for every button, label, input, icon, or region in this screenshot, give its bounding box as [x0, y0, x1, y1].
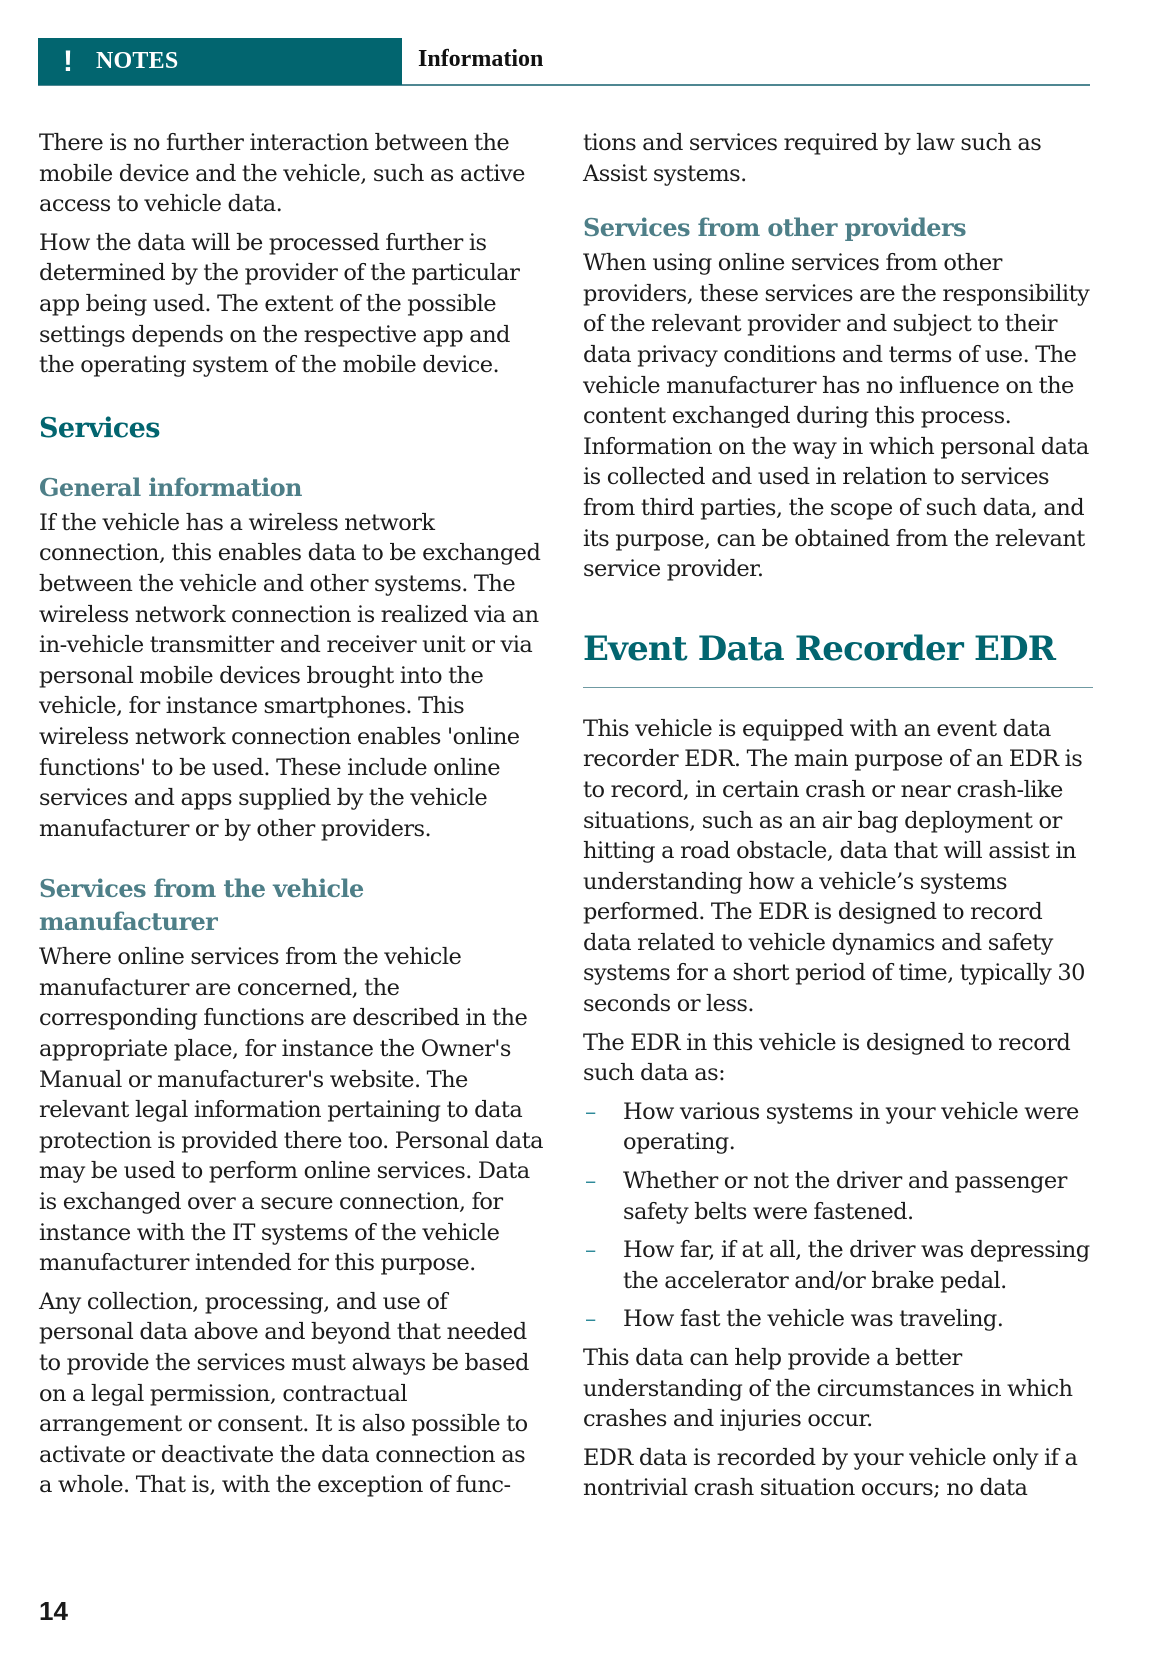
dash-bullet-icon: – [585, 1168, 596, 1195]
paragraph: How the data will be processed further is determined by the provider of the particular app being used. The extent of the possible settings depends on the respective app and the operating system of the mobile device. [39, 229, 520, 379]
general-information-heading: General information [39, 472, 302, 502]
paragraph: The EDR in this vehicle is designed to record such data as: [583, 1029, 1071, 1087]
edr-data-list [583, 1097, 1093, 1335]
right-column [583, 128, 1093, 1512]
paragraph: This data can help provide a better understanding of the circumstances in which crashes and injuries occur. [583, 1345, 1073, 1433]
dash-bullet-icon: – [585, 1306, 596, 1333]
notes-tab [38, 38, 402, 85]
left-column [39, 128, 544, 1509]
edr-heading: Event Data Recorder EDR [583, 627, 1093, 688]
section-label: Information [418, 46, 544, 72]
paragraph: Any collection, processing, and use of personal data above and beyond that needed to provide the services must always be based on a legal permission, contractual arrangement or consent. It is also possible to activate or deactivate the data connection as a whole. That is, with the exception of func- [39, 1288, 529, 1499]
paragraph: This vehicle is equipped with an event data recorder EDR. The main purpose of an EDR is to record, in certain crash or near crash-like situations, such as an air bag deployment or hitting a road obstacle, data that will assist in understanding how a vehicle’s systems performed. The EDR is designed to record data related to vehicle dynamics and safety systems for a short period of time, typically 30 seconds or less. [583, 715, 1085, 1018]
paragraph: Where online services from the vehicle manufacturer are concerned, the corresponding functions are described in the appropriate place, for instance the Owner's Manual or manufacturer's website. The relevant legal information pertaining to data protection is provided there too. Personal data may be used to perform online services. Data is exchanged over a secure connection, for instance with the IT systems of the vehicle manufacturer intended for this purpose. [39, 944, 543, 1277]
paragraph: If the vehicle has a wireless network connection, this enables data to be exchanged between the vehicle and other systems. The wireless network connection is realized via an in-vehicle transmitter and receiver unit or via personal mobile devices brought into the vehicle, for instance smartphones. This wireless network connection enables 'online functions' to be used. These include online services and apps supplied by the vehicle manufacturer or by other providers. [39, 509, 541, 842]
exclamation-icon: ! [63, 44, 73, 78]
paragraph: tions and services required by law such as Assist systems. [583, 130, 1042, 187]
dash-bullet-icon: – [585, 1098, 596, 1125]
notes-label: NOTES [96, 48, 179, 74]
list-item: – How various systems in your vehicle were operating. [585, 1098, 1079, 1156]
paragraph: There is no further interaction between the mobile device and the vehicle, such as active access to vehicle data. [39, 130, 525, 218]
page-number: 14 [39, 1596, 68, 1626]
paragraph: When using online services from other providers, these services are the responsibility of the relevant provider and subject to their data privacy conditions and terms of use. The vehicle manufacturer has no influence on the content exchanged during this process. Information on the way in which personal data is collected and used in relation to services from third parties, the scope of such data, and its purpose, can be obtained from the relevant service provider. [583, 250, 1090, 583]
other-providers-heading: Services from other providers [583, 213, 966, 243]
manufacturer-services-heading: Services from the vehicle manufacturer [39, 874, 364, 937]
list-item: – How fast the vehicle was traveling. [583, 1304, 1093, 1335]
services-heading: Services [39, 412, 160, 444]
list-item: – How far, if at all, the driver was depressing the accelerator and/or brake pedal. [585, 1237, 1090, 1294]
paragraph: EDR data is recorded by your vehicle only if a nontrivial crash situation occurs; no data [583, 1444, 1078, 1502]
dash-bullet-icon: – [585, 1237, 596, 1264]
page-header [38, 38, 1090, 86]
list-item: – Whether or not the driver and passenger safety belts were fastened. [585, 1168, 1067, 1225]
